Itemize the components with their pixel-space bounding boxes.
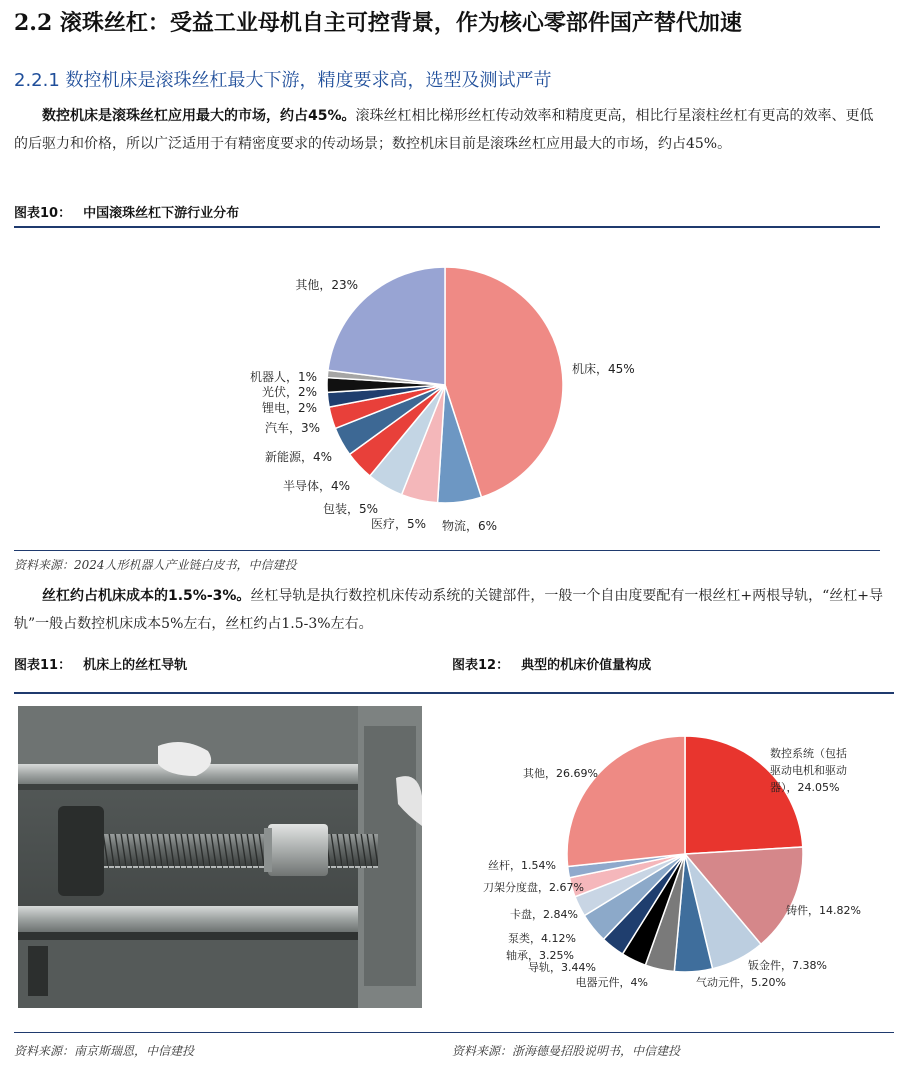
pie-label-1-line-2: 驱动电机和驱动 bbox=[770, 764, 847, 777]
paragraph-2-body: 丝杠导轨是执行数控机床传动系统的关键部件，一般一个自由度要配有一根丝杠+两根导轨，“丝杠+导轨”一般占数控机床成本5%左右，丝杠约占1.5-3%左右。 bbox=[14, 588, 884, 632]
pie-label-5 bbox=[283, 478, 350, 493]
pie-label-9-line-1: 卡盘，2.84% bbox=[510, 908, 578, 921]
pie-label-6-line-1: 导轨，3.44% bbox=[528, 961, 596, 974]
fig10-bottom-rule bbox=[14, 550, 880, 551]
lathe-ball-screw-photo bbox=[18, 706, 422, 1008]
fig10-number: 图表10： bbox=[14, 206, 72, 221]
fig10-pie-chart bbox=[14, 232, 880, 546]
fig12-number: 图表12： bbox=[452, 658, 510, 673]
fig10-title: 中国滚珠丝杠下游行业分布 bbox=[83, 206, 240, 221]
pie-label-3 bbox=[748, 958, 827, 972]
pie-label-3-line-1: 钣金件，7.38% bbox=[748, 959, 827, 972]
pie-label-8 bbox=[262, 400, 317, 415]
pie-label-2 bbox=[442, 518, 497, 533]
pie-label-2 bbox=[786, 903, 861, 917]
fig11-title: 机床上的丝杠导轨 bbox=[83, 658, 188, 673]
ball-nut-flange bbox=[264, 828, 272, 872]
fig12-title: 典型的机床价值量构成 bbox=[521, 658, 652, 673]
screw-bearing-block bbox=[58, 806, 104, 896]
pie-label-1-line-1: 数控系统（包括 bbox=[770, 747, 847, 760]
pie-label-9-line-1: 光伏，2% bbox=[261, 385, 317, 399]
pie-label-1 bbox=[770, 746, 847, 794]
fig10-caption bbox=[14, 202, 251, 221]
fig12-source: 资料来源：浙海德曼招股说明书，中信建投 bbox=[452, 1044, 681, 1058]
paragraph-1-body: 滚珠丝杠相比梯形丝杠传动效率和精度更高，相比行星滚柱丝杠有更高的效率、更低的后驱力和价格，所以广泛适用于有精密度要求的传动场景；数控机床目前是滚珠丝杠应用最大的市场，约占45%。 bbox=[14, 108, 874, 152]
paragraph-1 bbox=[14, 102, 886, 158]
pie-label-5-line-1: 电器元件，4% bbox=[575, 976, 648, 989]
pie-label-6 bbox=[265, 449, 332, 464]
lower-guide-rail bbox=[18, 906, 398, 932]
paragraph-2-lead: 丝杠约占机床成本的1.5%-3%。 bbox=[42, 588, 251, 604]
ball-nut bbox=[268, 824, 328, 876]
pie-label-3 bbox=[371, 517, 426, 531]
pie-label-11 bbox=[295, 277, 358, 292]
fig11-source: 资料来源：南京斯瑞恩，中信建投 bbox=[14, 1044, 195, 1058]
pie-label-7 bbox=[506, 948, 574, 962]
pie-label-11-line-1: 其他，23% bbox=[295, 278, 358, 292]
pie-label-4 bbox=[323, 501, 378, 516]
section-title: 2.2 滚珠丝杠：受益工业母机自主可控背景，作为核心零部件国产替代加速 bbox=[14, 10, 742, 36]
fig12-pie-chart bbox=[452, 700, 892, 1010]
pie-label-8-line-1: 锂电，2% bbox=[261, 401, 317, 415]
pie-label-4-line-1: 包装，5% bbox=[322, 502, 378, 516]
pie-label-1 bbox=[572, 361, 635, 376]
fig10-source: 资料来源：2024人形机器人产业链白皮书，中信建投 bbox=[14, 558, 297, 572]
upper-rail-shadow bbox=[18, 784, 398, 790]
pie-label-1-line-3: 器），24.05% bbox=[770, 781, 840, 794]
bed-slot bbox=[28, 946, 48, 996]
subsection-title: 2.2.1 数控机床是滚珠丝杠最大下游，精度要求高，选型及测试严苛 bbox=[14, 70, 552, 91]
pie-slice-12 bbox=[567, 736, 685, 867]
pie-label-10 bbox=[250, 369, 317, 384]
pie-label-9 bbox=[510, 907, 578, 921]
pie-label-5 bbox=[576, 975, 648, 989]
pie-label-7-line-1: 轴承，3.25% bbox=[506, 949, 574, 962]
fig11-12-bottom-rule bbox=[14, 1032, 894, 1033]
pie-label-1-line-1: 机床，45% bbox=[572, 362, 635, 376]
pie-label-7-line-1: 汽车，3% bbox=[264, 421, 320, 435]
pie-label-11 bbox=[488, 858, 556, 872]
pie-label-10-line-1: 刀架分度盘，2.67% bbox=[483, 881, 584, 894]
paragraph-1-lead: 数控机床是滚珠丝杠应用最大的市场，约占45%。 bbox=[42, 108, 356, 124]
fig11-caption bbox=[14, 654, 199, 673]
pie-label-4-line-1: 气动元件，5.20% bbox=[696, 976, 786, 989]
fig12-caption bbox=[452, 654, 663, 673]
paragraph-2 bbox=[14, 582, 886, 638]
lower-rail-shadow bbox=[18, 932, 398, 940]
pie-label-12-line-1: 其他，26.69% bbox=[523, 767, 598, 780]
fig11-12-top-rule bbox=[14, 692, 894, 694]
pie-label-4 bbox=[696, 975, 786, 989]
pie-label-2-line-1: 铸件，14.82% bbox=[786, 904, 861, 917]
pie-label-9 bbox=[262, 384, 317, 399]
pie-label-7 bbox=[265, 421, 320, 435]
fig11-number: 图表11： bbox=[14, 658, 72, 673]
pie-label-8 bbox=[508, 931, 576, 945]
fig10-top-rule bbox=[14, 226, 880, 228]
pie-label-2-line-1: 物流，6% bbox=[442, 519, 498, 533]
ball-screw bbox=[58, 834, 378, 868]
pie-label-8-line-1: 泵类，4.12% bbox=[508, 932, 576, 945]
pie-label-6-line-1: 新能源，4% bbox=[264, 450, 332, 464]
pie-label-5-line-1: 半导体，4% bbox=[282, 479, 350, 493]
pie-label-12 bbox=[523, 766, 598, 780]
pie-label-11-line-1: 丝杆，1.54% bbox=[488, 859, 556, 872]
pie-label-6 bbox=[528, 960, 596, 974]
pie-label-10 bbox=[483, 880, 584, 894]
pie-label-10-line-1: 机器人，1% bbox=[249, 370, 317, 384]
pie-label-3-line-1: 医疗，5% bbox=[370, 517, 426, 531]
